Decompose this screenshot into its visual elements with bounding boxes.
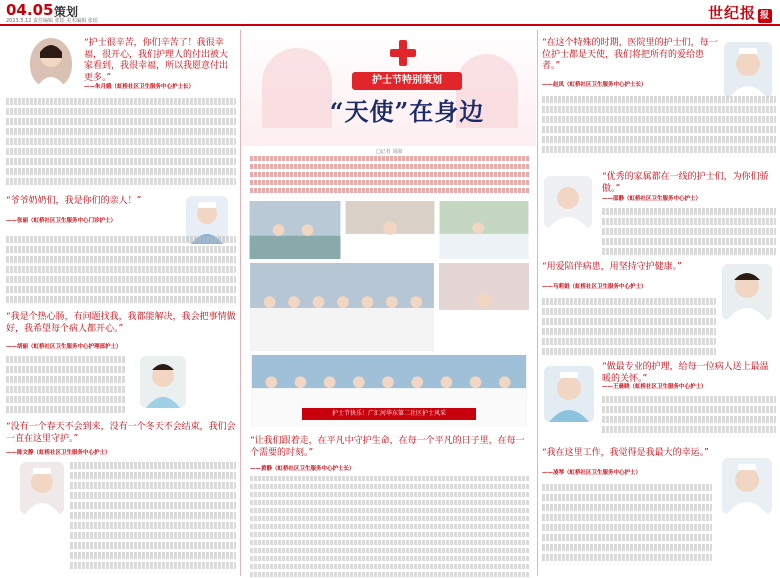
newspaper-logo: 世纪报 报 bbox=[707, 4, 770, 22]
group-photo bbox=[438, 262, 530, 352]
quote-text: “在这个特殊的时期，医院里的护士们，每一位护士都是天使，我们将把所有的爱给患者。” bbox=[542, 38, 718, 72]
nurse-portrait bbox=[140, 356, 186, 408]
page-number: 04.05 bbox=[6, 1, 54, 19]
red-cross-icon bbox=[390, 40, 416, 66]
group-photo bbox=[248, 262, 436, 352]
quote-attribution: ——赵凤（虹桥社区卫生服务中心护士长） bbox=[542, 82, 647, 88]
group-photo bbox=[248, 200, 342, 260]
quote-attribution: ——张丽（虹桥社区卫生服务中心门诊护士） bbox=[6, 218, 117, 224]
article-body bbox=[602, 208, 776, 258]
quote-text: “我在这里工作，我觉得是我最大的幸运。” bbox=[542, 448, 709, 458]
quote-attribution: ——黄静（虹桥社区卫生服务中心护士长） bbox=[250, 466, 355, 472]
photo-collage bbox=[248, 200, 530, 428]
quote-attribution: ——凌琴（虹桥社区卫生服务中心护士） bbox=[542, 470, 642, 476]
quote-text: “爷爷奶奶们，我是你们的亲人！” bbox=[6, 196, 142, 206]
quote-text: “没有一个春天不会到来，没有一个冬天不会结束，我们会一直在这里守护。” bbox=[6, 422, 236, 444]
section-title: 策划 bbox=[54, 5, 79, 19]
column-divider bbox=[537, 30, 538, 576]
article-body bbox=[6, 98, 236, 190]
article-body bbox=[542, 96, 776, 158]
nurse-portrait bbox=[722, 264, 772, 320]
quote-attribution: ——朱月娥（虹桥社区卫生服务中心护士长） bbox=[84, 84, 195, 90]
article-body bbox=[70, 462, 236, 572]
nurse-portrait bbox=[30, 38, 72, 88]
nurse-portrait bbox=[20, 462, 64, 514]
center-feature bbox=[242, 30, 536, 576]
quote-text: “让我们跟着走，在平凡中守护生命，在每一个平凡的日子里，在每一个需要的时刻。” bbox=[250, 436, 525, 458]
nurse-portrait bbox=[724, 42, 772, 98]
group-photo bbox=[344, 200, 436, 260]
lead-paragraph bbox=[250, 156, 530, 196]
quote-attribution: ——邵静（虹桥社区卫生服务中心护士） bbox=[602, 196, 702, 202]
quote-attribution: ——胡丽（虹桥社区卫生服务中心护理部护士） bbox=[6, 344, 122, 350]
article-body bbox=[6, 356, 126, 418]
article-body bbox=[542, 484, 712, 572]
feature-ribbon: 护士节特别策划 bbox=[352, 72, 462, 90]
page-header bbox=[0, 0, 780, 26]
quote-text: “用爱陪伴病患，用坚持守护健康。” bbox=[542, 262, 682, 272]
group-photo bbox=[438, 200, 530, 260]
column-divider bbox=[240, 30, 241, 576]
quote-attribution: ——马莉娟（虹桥社区卫生服务中心护士） bbox=[542, 284, 647, 290]
page-meta: 2023.5.12 责任编辑 张瑶 美术编辑 张瑶 bbox=[6, 18, 98, 24]
article-body bbox=[250, 476, 530, 578]
nurse-portrait bbox=[544, 176, 592, 228]
photo-banner-caption: 护士节快乐！广汇河华东第二社区护士风采 bbox=[302, 408, 476, 420]
feature-title: “天使”在身边 bbox=[329, 97, 485, 126]
feature-banner bbox=[242, 30, 536, 146]
quote-text: “优秀的家属都在一线的护士们，为你们骄傲。” bbox=[602, 172, 769, 194]
article-body bbox=[602, 396, 776, 436]
quote-attribution: ——陈文静（虹桥社区卫生服务中心护士） bbox=[6, 450, 111, 456]
quote-text: “护士很辛苦，你们辛苦了！我很幸福，很开心，我们护理人的付出被大家看到，我很幸福，所以我愿意付出更多。” bbox=[84, 38, 229, 84]
byline: □记者 刘淑 bbox=[375, 149, 403, 155]
article-body bbox=[542, 298, 716, 356]
quote-text: “我是个热心肠，有问题找我，我都能解决，我会把事情做好，我希望每个病人都开心。” bbox=[6, 312, 236, 334]
nurse-portrait bbox=[722, 458, 772, 514]
quote-attribution: ——王晨晓（虹桥社区卫生服务中心护士） bbox=[602, 384, 707, 390]
nurse-portrait bbox=[544, 366, 594, 422]
quote-text: “做最专业的护理，给每一位病人送上最温暖的关怀。” bbox=[602, 362, 769, 384]
logo-icon: 报 bbox=[759, 11, 770, 21]
article-body bbox=[6, 236, 236, 308]
